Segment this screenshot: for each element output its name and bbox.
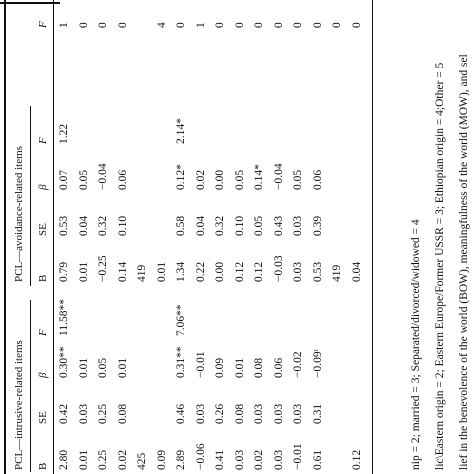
group-header-intrusive: PCL—intrusive-related items: [13, 340, 25, 470]
table-cell: 419: [136, 264, 148, 282]
table-cell: 1.34: [175, 261, 187, 282]
table-cell: −0.25: [97, 255, 109, 282]
table-cell: 0.05: [292, 169, 304, 190]
table-cell: 0.10: [116, 215, 129, 236]
table-cell-fragment: 0: [272, 22, 285, 28]
table-bottom-rule: [372, 0, 373, 474]
table-cell: 0.25: [97, 403, 109, 424]
table-cell: −0.06: [194, 443, 207, 470]
table-cell: 0.03: [77, 403, 90, 424]
table-cell: 0.02: [194, 169, 207, 190]
group-header-avoidance: PCL—avoidance-related items: [13, 146, 25, 282]
column-header: F: [37, 329, 49, 336]
table-cell: 2.89: [175, 449, 187, 470]
table-cell: 0.02: [253, 449, 265, 470]
table-cell: 0.53: [311, 261, 324, 282]
table-cell: 0.31**: [175, 346, 187, 378]
table-cell: 0.46: [175, 403, 187, 424]
table-cell: 2.14*: [175, 118, 187, 144]
table-cell: 11.58**: [58, 299, 70, 336]
table-cell: 0.03: [233, 449, 246, 470]
table-cell: 0.05: [253, 215, 265, 236]
footnote: lic\Eastern origin = 2; Eastern Europe/Former USSR = 3; Ethiopian origin = 4;Other = 5: [434, 62, 446, 470]
table-cell: 2.80: [58, 449, 70, 470]
table-cell: 0.01: [155, 261, 168, 282]
table-cell: 0.26: [214, 403, 226, 424]
table-cell: 0.01: [77, 357, 90, 378]
table-cell: −0.04: [272, 163, 285, 190]
table-cell-fragment: 0: [214, 22, 226, 28]
table-cell-fragment: 0: [77, 22, 90, 28]
table-cell-fragment: 0: [253, 22, 265, 28]
table-cell: 0.12*: [175, 164, 187, 190]
group-rule-avoidance: [30, 106, 31, 286]
table-cell: 0.00: [214, 169, 226, 190]
table-cell: 0.08: [233, 403, 246, 424]
column-header: SE: [37, 223, 49, 236]
table-cell: 0.04: [350, 261, 363, 282]
table-cell: 1.22: [58, 123, 70, 144]
table-cell-fragment: 0: [331, 22, 343, 28]
table-cell-fragment: 0: [350, 22, 363, 28]
table-cell: 0.03: [253, 403, 265, 424]
column-header: β: [37, 372, 49, 378]
table-cell: 0.05: [233, 169, 246, 190]
table-cell: 0.09: [155, 449, 168, 470]
table-cell: 0.43: [272, 215, 285, 236]
table-cell: 0.09: [214, 357, 226, 378]
table-cell-fragment: 0: [233, 22, 246, 28]
table-cell: −0.02: [292, 351, 304, 378]
column-header: β: [37, 184, 49, 190]
table-cell: 0.12: [233, 261, 246, 282]
table-cell: 0.03: [292, 261, 304, 282]
table-cell: 0.04: [194, 215, 207, 236]
table-cell: 0.06: [311, 169, 324, 190]
table-cell: 0.31: [311, 403, 324, 424]
table-cell: 0.08: [253, 357, 265, 378]
table-cell: 0.61: [311, 449, 324, 470]
table-cell: 425: [136, 452, 148, 470]
column-header: B: [37, 274, 49, 282]
table-cell: 0.53: [58, 215, 70, 236]
table-cell: −0.04: [97, 163, 109, 190]
table-cell: 0.22: [194, 261, 207, 282]
table-cell: 0.32: [214, 215, 226, 236]
table-cell: 0.07: [58, 169, 70, 190]
table-cell: 0.25: [97, 449, 109, 470]
table-cell-fragment: 0: [311, 22, 324, 28]
column-header: F: [37, 137, 49, 144]
table-cell-fragment: 0: [116, 22, 129, 28]
table-cell: 0.03: [272, 449, 285, 470]
table-cell: 0.58: [175, 215, 187, 236]
table-cell: 0.05: [97, 357, 109, 378]
table-cell: 0.03: [292, 403, 304, 424]
header-rule: [53, 0, 54, 474]
table-cell: 0.03: [292, 215, 304, 236]
table-cell: 0.01: [77, 261, 90, 282]
table-right-rule: [0, 2, 60, 4]
group-rule-intrusive: [30, 300, 31, 472]
table-cell: 0.03: [194, 403, 207, 424]
footnote: nip = 2; married = 3; Separated/divorced/widowed = 4: [410, 219, 422, 470]
column-header: SE: [37, 411, 49, 424]
table-cell: 0.14*: [253, 164, 265, 190]
table-cell: 0.30**: [58, 346, 70, 378]
table-cell: 0.04: [77, 215, 90, 236]
table-cell: 0.01: [233, 357, 246, 378]
table-cell: −0.01: [292, 443, 304, 470]
table-cell: 0.42: [58, 403, 70, 424]
table-cell-fragment: 0: [175, 22, 187, 28]
table-cell: 0.05: [77, 169, 90, 190]
table-cell-fragment: 0: [292, 22, 304, 28]
footnote: lief in the benevolence of the world (BOW), meaningfulness of the world (MOW), and sel: [458, 54, 470, 470]
table-cell: 0.08: [116, 403, 129, 424]
table-cell-fragment: 1: [194, 22, 207, 28]
column-header: B: [37, 462, 49, 470]
table-cell: 0.06: [272, 357, 285, 378]
table-top-rule: [4, 0, 6, 474]
table-cell-fragment: 0: [97, 22, 109, 28]
table-cell: 0.12: [253, 261, 265, 282]
table-cell: 0.01: [116, 357, 129, 378]
table-cell: 0.79: [58, 261, 70, 282]
table-cell: 0.32: [97, 215, 109, 236]
table-cell: 0.02: [116, 449, 129, 470]
table-cell: 0.03: [272, 403, 285, 424]
table-cell-fragment: 4: [155, 22, 168, 28]
table-cell-fragment: 1: [58, 22, 70, 28]
table-cell: 0.14: [116, 261, 129, 282]
table-cell: 419: [331, 264, 343, 282]
table-cell: 7.06**: [175, 304, 187, 336]
table-cell: 0.12: [350, 449, 363, 470]
table-cell: 0.01: [77, 449, 90, 470]
table-cell: −0.09ᵗ: [311, 349, 324, 378]
table-cell: 0.06: [116, 169, 129, 190]
table-cell: 0.10: [233, 215, 246, 236]
table-cell: −0.03: [272, 255, 285, 282]
table-cell: 0.41: [214, 449, 226, 470]
table-cell: −0.01: [194, 351, 207, 378]
table-cell: 0.39: [311, 215, 324, 236]
table-cell: 0.00: [214, 261, 226, 282]
column-header-fragment: F: [37, 21, 49, 28]
